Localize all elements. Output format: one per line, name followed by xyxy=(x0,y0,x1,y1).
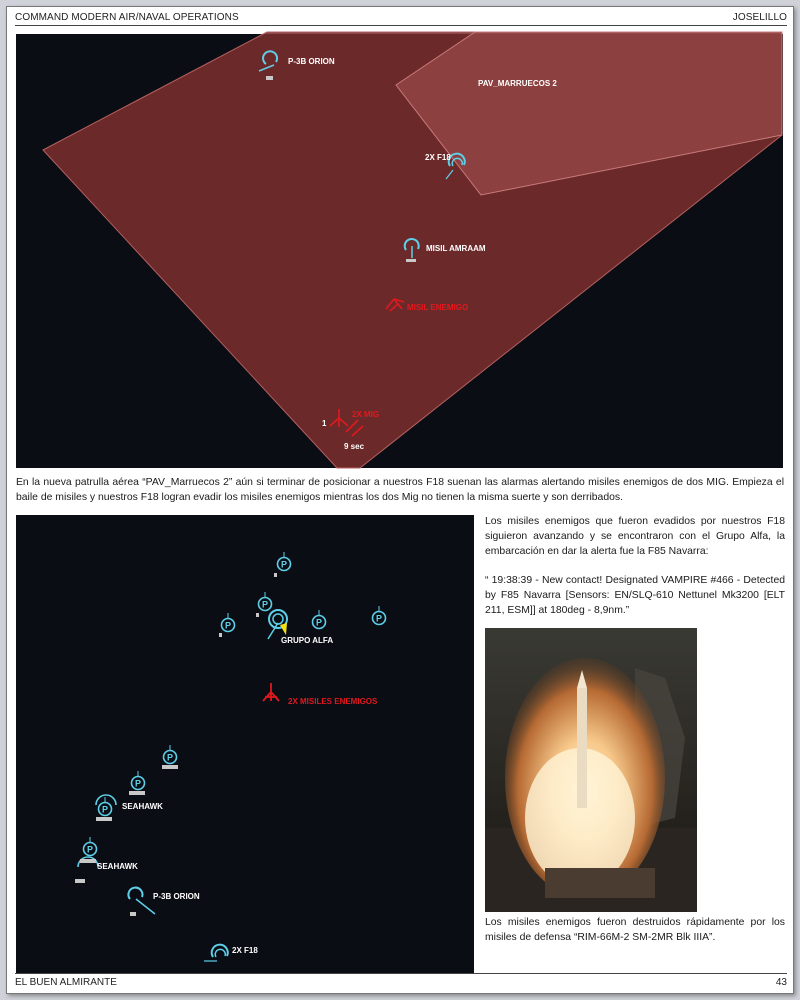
enemy-missile-label: MISIL ENEMIGO xyxy=(407,303,469,312)
amraam-label: MISIL AMRAAM xyxy=(426,244,486,253)
seahawk-label-2: SEAHAWK xyxy=(97,862,138,871)
header-title: COMMAND MODERN AIR/NAVAL OPERATIONS xyxy=(15,12,239,23)
p3b-orion-label-2: P-3B ORION xyxy=(153,892,200,901)
f18-label: 2X F18 xyxy=(425,153,451,162)
vampire-quote: “ 19:38:39 - New contact! Designated VAMPIRE #466 - Detected by F85 Navarra [Sensors: EN/SLQ-610 Nettunel Mk3200 [ELT 211, ESM]] at 180deg - 8,9nm.” xyxy=(485,575,785,617)
ship-icon-4 xyxy=(313,610,326,629)
mig-label: 2X MIG xyxy=(352,410,380,419)
footer-title: EL BUEN ALMIRANTE xyxy=(15,977,117,988)
page xyxy=(6,6,794,994)
paragraph-1: En la nueva patrulla aérea “PAV_Marruecos 2” aún si terminar de posicionar a nuestros F18 suenan las alarmas alertando misiles enemigos de dos MIG. Empieza el baile de misiles y nuestros F18 logran evadir los misiles enemigos mientras los dos Mig no tienen la misma suerte y son derribados. xyxy=(16,477,784,503)
ship-icon-1 xyxy=(274,552,291,577)
footer-rule xyxy=(15,973,787,974)
ship-icon-2 xyxy=(256,592,272,617)
enemy-missiles-icon xyxy=(263,683,279,701)
mig-count: 1 xyxy=(322,419,327,428)
seahawk-label-1: SEAHAWK xyxy=(122,802,163,811)
f18-label-2: 2X F18 xyxy=(232,946,258,955)
grupo-alfa-icon xyxy=(268,610,287,639)
page-header xyxy=(15,12,787,23)
page-footer xyxy=(15,977,787,988)
ship-icon-3 xyxy=(219,613,235,637)
mig-timer: 9 sec xyxy=(344,442,365,451)
header-author: JOSELILLO xyxy=(732,12,787,23)
side-paragraph: Los misiles enemigos que fueron evadidos por nuestros F18 siguieron avanzando y se encontraron con el Grupo Alfa, la embarcación en dar la alerta fue la F85 Navarra: xyxy=(485,516,785,558)
page-number: 43 xyxy=(775,977,787,988)
grupo-alfa-label: GRUPO ALFA xyxy=(281,636,334,645)
tactical-map-top xyxy=(16,34,783,468)
p3b-orion-icon-2 xyxy=(128,888,155,916)
enemy-missiles-label: 2X MISILES ENEMIGOS xyxy=(288,697,378,706)
tactical-map-bottom: P GRUPO ALFA 2X MISILES ENEMIGOS SEAHAWK SEAHAWK P-3B ORION 2X F18 xyxy=(16,515,474,973)
missile-launch-photo xyxy=(485,628,697,912)
f18-icon-2 xyxy=(204,945,228,961)
ship-icon-6 xyxy=(162,745,178,769)
seahawk-icon-2 xyxy=(75,837,98,883)
p3b-orion-label: P-3B ORION xyxy=(288,57,335,66)
seahawk-icon-1 xyxy=(96,795,116,821)
header-rule xyxy=(15,25,787,26)
photo-caption: Los misiles enemigos fueron destruidos rápidamente por los misiles de defensa “RIM-66M-2 SM-2MR Blk IIIA”. xyxy=(485,917,785,944)
zone-label: PAV_MARRUECOS 2 xyxy=(478,79,557,88)
ship-icon-7 xyxy=(129,771,145,795)
ship-icon-5 xyxy=(373,606,386,625)
